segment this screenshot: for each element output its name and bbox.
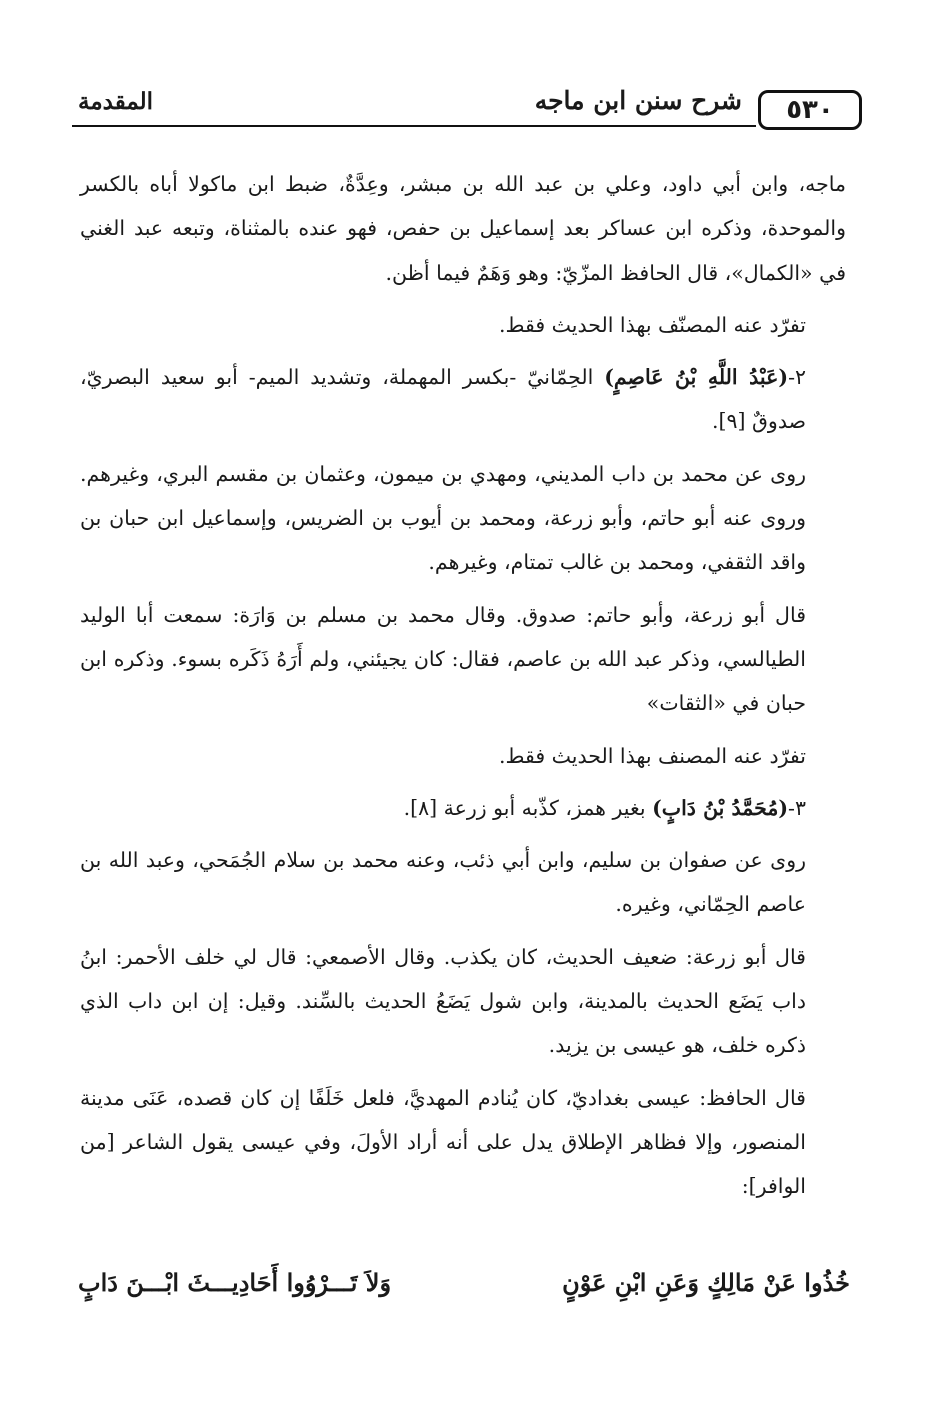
page-body: [80, 162, 846, 1217]
poetry-verse: [78, 1262, 850, 1312]
page-header: [72, 84, 862, 136]
verse-second-hemistich: وَلاَ تَـــرْوُوا أَحَادِيـــثَ ابْـــنَ دَابٍ: [78, 1268, 392, 1297]
paragraph: ماجه، وابن أبي داود، وعلي بن عبد الله بن مبشر، وعِدَّةٌ، ضبط ابن ماكولا أباه بالكسر والموحدة، وذكره ابن عساكر بعد إسماعيل بن حفص، فهو عنده بالمثناة، وتبعه عبد الغني في «الكمال»، قال الحافظ المزّيّ: وهو وَهَمٌ فيما أظن.: [80, 172, 846, 285]
narrator-entry: [80, 786, 846, 830]
narrator-description: الحِمّانيّ -بكسر المهملة، وتشديد الميم- أبو سعيد البصريّ، صدوقٌ [٩].: [80, 365, 806, 434]
narrator-description: بغير همز، كذّبه أبو زرعة [٨].: [403, 795, 653, 820]
narrator-name: (عَبْدُ اللَّهِ بْنُ عَاصِمٍ): [604, 365, 789, 390]
entry-number: ٣-: [788, 795, 806, 820]
narrator-entry: [80, 355, 846, 444]
paragraph: قال الحافظ: عيسى بغداديّ، كان يُنادم المهديَّ، فلعل خَلَفًا إن كان قصده، عَنَى مدينة المنصور، وإلا فظاهر الإطلاق يدل على أنه أراد الأولَ، وفي عيسى يقول الشاعر [من الوافر]:: [80, 1085, 806, 1199]
paragraph: روى عن صفوان بن سليم، وابن أبي ذئب، وعنه محمد بن سلام الجُمَحي، وعبد الله بن عاصم الحِمّاني، وغيره.: [80, 848, 806, 917]
book-title: شرح سنن ابن ماجه: [534, 86, 742, 115]
verse-first-hemistich: خُذُوا عَنْ مَالِكٍ وَعَنِ ابْنِ عَوْنٍ: [562, 1268, 850, 1297]
paragraph: تفرّد عنه المصنف بهذا الحديث فقط.: [498, 743, 806, 768]
entry-number: ٢-: [788, 365, 807, 390]
page-number: ٥٣٠: [758, 90, 862, 130]
section-title: المقدمة: [78, 88, 154, 115]
paragraph: تفرّد عنه المصنّف بهذا الحديث فقط.: [498, 312, 806, 337]
paragraph: قال أبو زرعة: ضعيف الحديث، كان يكذب. وقال الأصمعي: قال لي خلف الأحمر: ابنُ داب يَضَع الحديث بالمدينة، وابن شول يَضَعُ الحديث بالسِّند. وقيل: إن ابن داب الذي ذكره خلف، هو عيسى بن يزيد.: [80, 944, 806, 1058]
narrator-name: (مُحَمَّدُ بْنُ دَابٍ): [652, 795, 789, 820]
paragraph: قال أبو زرعة، وأبو حاتم: صدوق. وقال محمد بن مسلم بن وَارَة: سمعت أبا الوليد الطيالسي، وذكر عبد الله بن عاصم، فقال: كان يجيئني، ولم أَرَهُ ذَكَره بسوء. وذكره ابن حبان في «الثقات»: [80, 602, 806, 716]
paragraph: روى عن محمد بن داب المديني، ومهدي بن ميمون، وعثمان بن مقسم البري، وغيرهم. وروى عنه أبو حاتم، وأبو زرعة، ومحمد بن أيوب بن الضريس، وإسماعيل ابن حبان بن واقد الثقفي، ومحمد بن غالب تمتام، وغيرهم.: [80, 461, 806, 575]
header-divider: [72, 125, 756, 127]
